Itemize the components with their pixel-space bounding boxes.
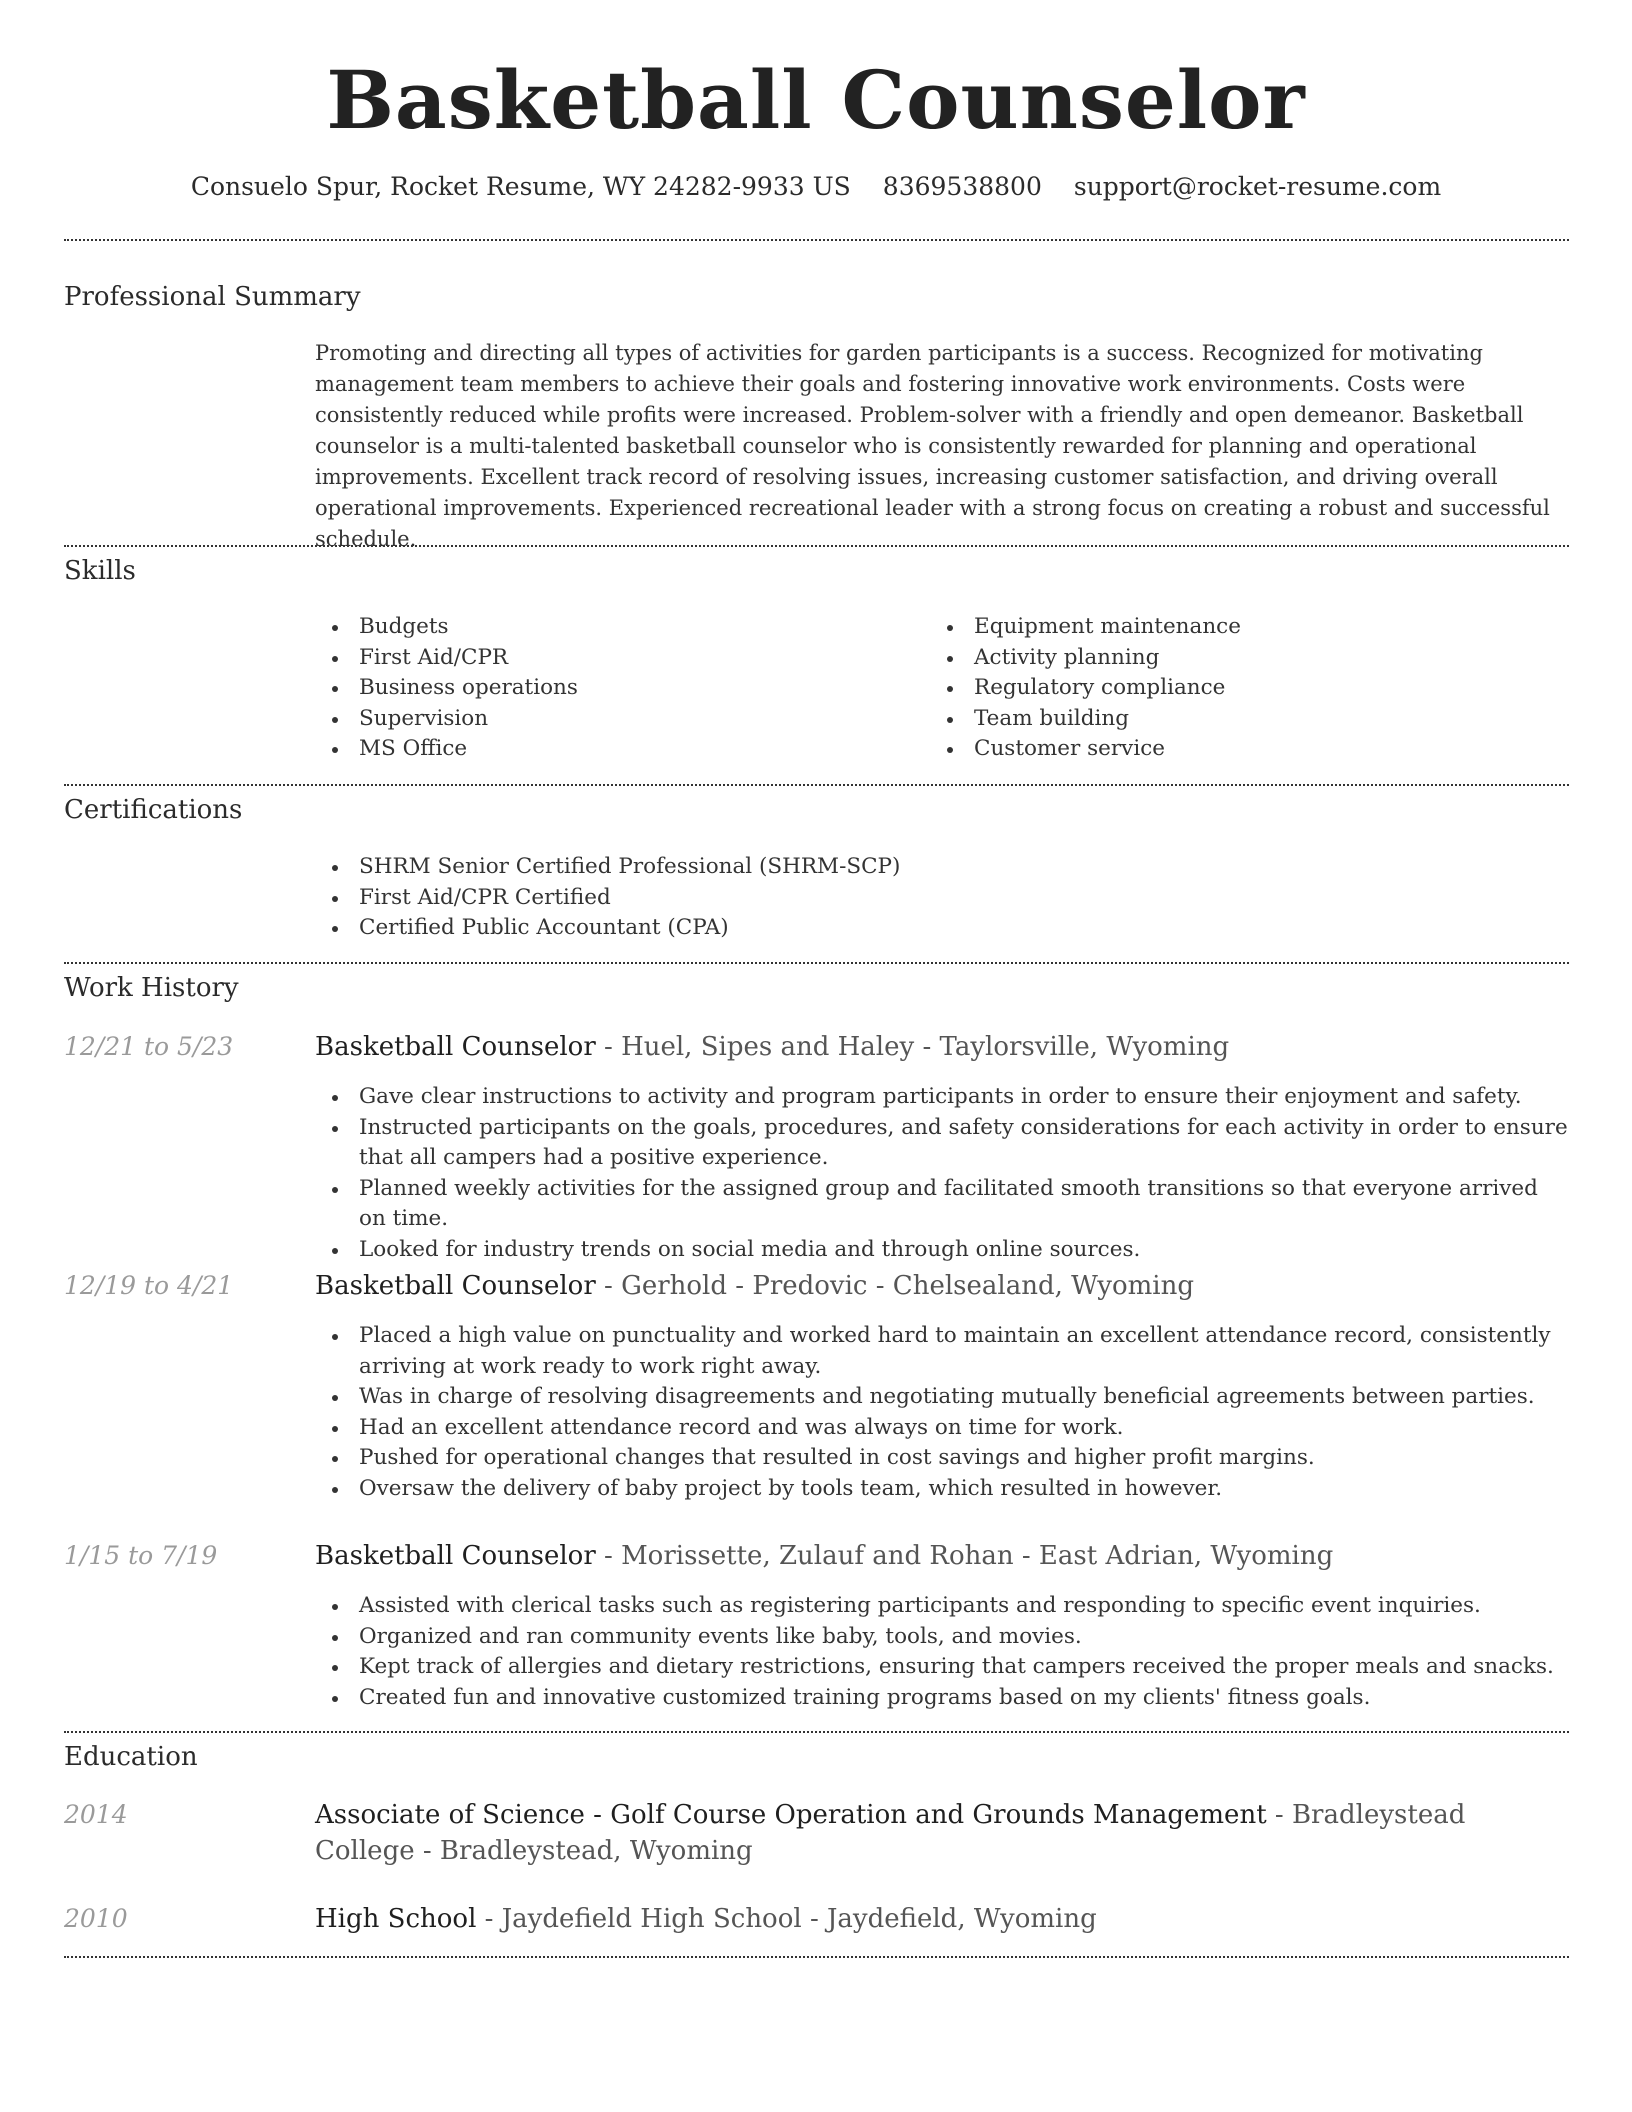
education-entry — [315, 1797, 1570, 1869]
skills-list-right — [930, 612, 1530, 765]
list-item: MS Office — [315, 734, 915, 765]
contact-address: Consuelo Spur, Rocket Resume, WY 24282-9933 US — [190, 172, 851, 201]
education-year: 2010 — [64, 1904, 128, 1933]
job-dates: 12/19 to 4/21 — [64, 1271, 234, 1300]
list-item: Planned weekly activities for the assigned group and facilitated smooth transitions so that everyone arrived on time. — [315, 1174, 1570, 1235]
job-title — [315, 1268, 1570, 1304]
certifications-list — [315, 852, 1570, 944]
contact-line — [0, 172, 1632, 201]
list-item: Pushed for operational changes that resulted in cost savings and higher profit margins. — [315, 1443, 1570, 1474]
divider — [64, 239, 1569, 241]
job-bullets — [315, 1082, 1570, 1265]
section-title-education: Education — [64, 1742, 198, 1772]
job-title — [315, 1029, 1570, 1065]
list-item: Regulatory compliance — [930, 673, 1530, 704]
job-role: Basketball Counselor — [315, 1032, 596, 1062]
job-employer-location: - Gerhold - Predovic - Chelsealand, Wyoming — [595, 1271, 1194, 1301]
list-item: Supervision — [315, 704, 915, 735]
list-item: Assisted with clerical tasks such as registering participants and responding to specific event inquiries. — [315, 1591, 1570, 1622]
list-item: Had an excellent attendance record and was always on time for work. — [315, 1413, 1570, 1444]
list-item: Was in charge of resolving disagreements and negotiating mutually beneficial agreements between parties. — [315, 1382, 1570, 1413]
list-item: Organized and ran community events like baby, tools, and movies. — [315, 1622, 1570, 1653]
job-title — [315, 1538, 1570, 1574]
education-school-location: - Bradleystead College - Bradleystead, Wyoming — [315, 1800, 1466, 1866]
divider — [64, 784, 1569, 786]
job-dates: 12/21 to 5/23 — [64, 1032, 234, 1061]
skills-list-left — [315, 612, 915, 765]
list-item: Kept track of allergies and dietary restrictions, ensuring that campers received the proper meals and snacks. — [315, 1652, 1570, 1683]
list-item: Activity planning — [930, 643, 1530, 674]
summary-text: Promoting and directing all types of activities for garden participants is a success. Recognized for motivating management team members to achieve their goals and fostering innovative work environments. Costs were consistently reduced while profits were increased. Problem-solver with a friendly and open demeanor. Basketball counselor is a multi-talented basketball counselor who is consistently rewarded for planning and operational improvements. Excellent track record of resolving issues, increasing customer satisfaction, and driving overall operational improvements. Experienced recreational leader with a strong focus on creating a robust and successful schedule. — [315, 341, 1550, 551]
job-employer-location: - Morissette, Zulauf and Rohan - East Adrian, Wyoming — [595, 1541, 1334, 1571]
divider — [64, 545, 1569, 547]
list-item: Created fun and innovative customized training programs based on my clients' fitness goals. — [315, 1683, 1570, 1714]
list-item: SHRM Senior Certified Professional (SHRM-SCP) — [315, 852, 1570, 883]
section-title-summary: Professional Summary — [64, 282, 361, 312]
job-role: Basketball Counselor — [315, 1271, 596, 1301]
section-title-certifications: Certifications — [64, 795, 243, 825]
education-degree: Associate of Science - Golf Course Operation and Grounds Management — [315, 1800, 1267, 1830]
list-item: Oversaw the delivery of baby project by tools team, which resulted in however. — [315, 1474, 1570, 1505]
list-item: Equipment maintenance — [930, 612, 1530, 643]
contact-email: support@rocket-resume.com — [1073, 172, 1442, 201]
job-bullets — [315, 1321, 1570, 1504]
list-item: First Aid/CPR — [315, 643, 915, 674]
candidate-name: Basketball Counselor — [326, 53, 1306, 147]
list-item: Looked for industry trends on social media and through online sources. — [315, 1235, 1570, 1266]
resume-header — [0, 0, 1632, 201]
contact-phone: 8369538800 — [882, 172, 1042, 201]
section-title-work-history: Work History — [64, 973, 239, 1003]
section-title-skills: Skills — [64, 556, 136, 586]
list-item: First Aid/CPR Certified — [315, 883, 1570, 914]
education-entry — [315, 1901, 1570, 1937]
education-year: 2014 — [64, 1800, 128, 1829]
job-role: Basketball Counselor — [315, 1541, 596, 1571]
list-item: Placed a high value on punctuality and worked hard to maintain an excellent attendance record, consistently arriving at work ready to work right away. — [315, 1321, 1570, 1382]
divider — [64, 962, 1569, 964]
list-item: Gave clear instructions to activity and program participants in order to ensure their enjoyment and safety. — [315, 1082, 1570, 1113]
job-employer-location: - Huel, Sipes and Haley - Taylorsville, Wyoming — [595, 1032, 1230, 1062]
list-item: Customer service — [930, 734, 1530, 765]
divider — [64, 1731, 1569, 1733]
list-item: Instructed participants on the goals, procedures, and safety considerations for each activity in order to ensure that all campers had a positive experience. — [315, 1113, 1570, 1174]
list-item: Budgets — [315, 612, 915, 643]
job-bullets — [315, 1591, 1570, 1713]
list-item: Business operations — [315, 673, 915, 704]
list-item: Certified Public Accountant (CPA) — [315, 913, 1570, 944]
education-degree: High School — [315, 1904, 477, 1934]
divider — [64, 1956, 1569, 1958]
education-school-location: - Jaydefield High School - Jaydefield, Wyoming — [476, 1904, 1097, 1934]
list-item: Team building — [930, 704, 1530, 735]
job-dates: 1/15 to 7/19 — [64, 1541, 218, 1570]
